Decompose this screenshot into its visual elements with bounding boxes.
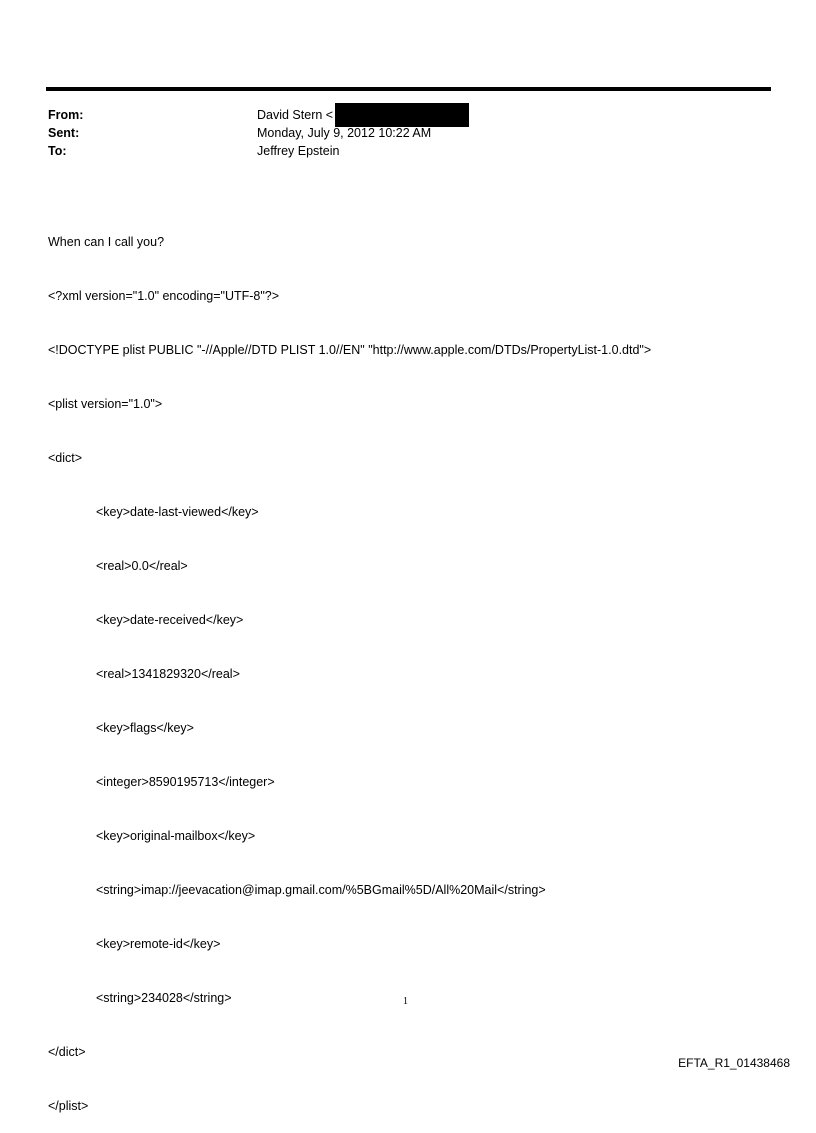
body-line: When can I call you? (48, 235, 165, 249)
body-line: <string>imap://jeevacation@imap.gmail.com/%5BGmail%5D/All%20Mail</string> (96, 883, 546, 897)
email-body (48, 197, 651, 1133)
body-line: <key>original-mailbox</key> (96, 829, 256, 843)
body-line: <?xml version="1.0" encoding="UTF-8"?> (48, 289, 280, 303)
body-line: <real>0.0</real> (96, 559, 188, 573)
bates-number: EFTA_R1_01438468 (678, 1056, 790, 1070)
body-line: <!DOCTYPE plist PUBLIC "-//Apple//DTD PLIST 1.0//EN" "http://www.apple.com/DTDs/PropertyList-1.0.dtd"> (48, 343, 652, 357)
sent-label: Sent: (48, 126, 80, 140)
page-number: 1 (403, 996, 408, 1007)
body-line: <real>1341829320</real> (96, 667, 240, 681)
body-line: <key>remote-id</key> (96, 937, 221, 951)
body-line: <key>date-received</key> (96, 613, 244, 627)
body-line: <string>234028</string> (96, 991, 232, 1005)
from-label: From: (48, 108, 84, 122)
redaction-box (335, 103, 469, 127)
body-line: <plist version="1.0"> (48, 397, 163, 411)
header-rule (46, 87, 771, 91)
body-line: <key>flags</key> (96, 721, 194, 735)
from-value: David Stern < (257, 108, 334, 122)
body-line: <key>date-last-viewed</key> (96, 505, 259, 519)
to-label: To: (48, 144, 67, 158)
to-value: Jeffrey Epstein (257, 144, 340, 158)
body-line: </plist> (48, 1099, 89, 1113)
sent-value: Monday, July 9, 2012 10:22 AM (257, 126, 432, 140)
body-line: <dict> (48, 451, 83, 465)
body-line: <integer>8590195713</integer> (96, 775, 275, 789)
body-line: </dict> (48, 1045, 86, 1059)
